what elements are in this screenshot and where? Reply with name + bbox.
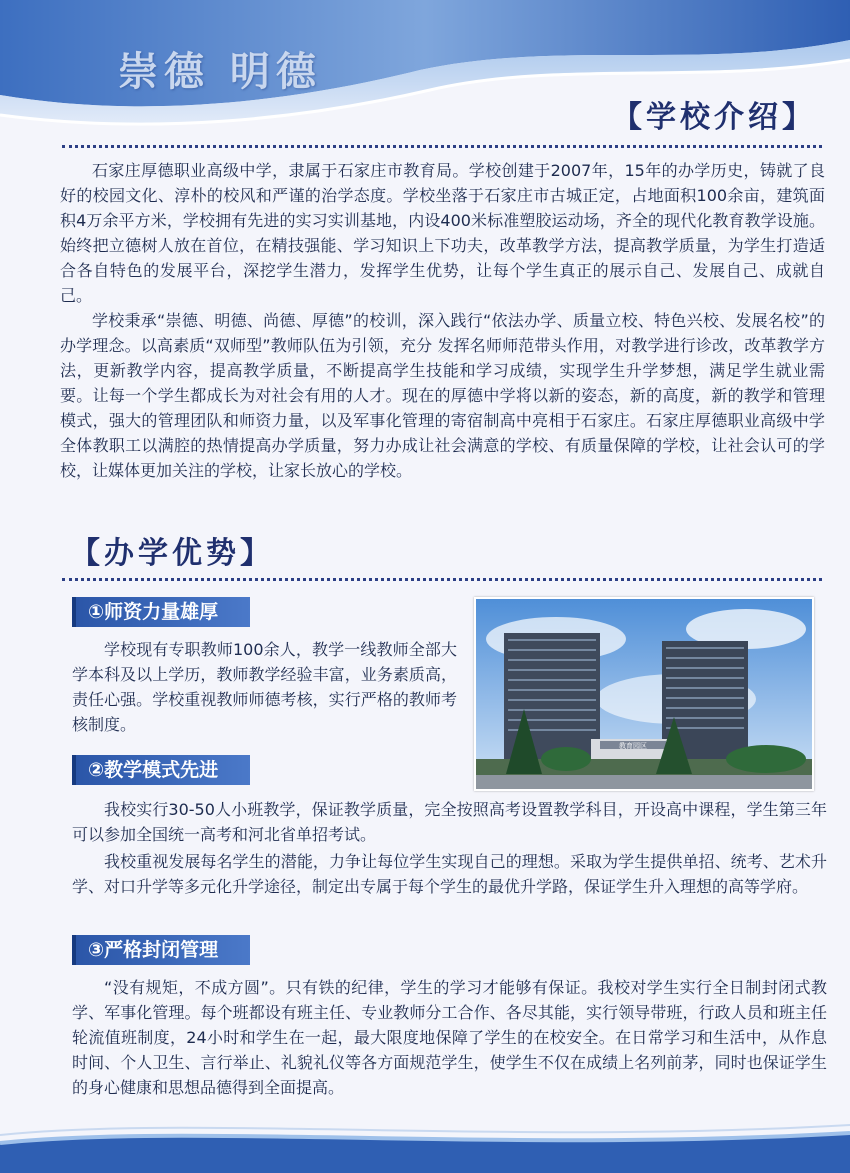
intro-paragraph-2: 学校秉承“崇德、明德、尚德、厚德”的校训，深入践行“依法办学、质量立校、特色兴校、发展名校”的办学理念。以高素质“双师型”教师队伍为引领，充分 发挥名师师范带头作用，对教学进行诊改，改革教学方法，更新教学内容，提高教学质量，不断提高学生技能和学习成绩，实现学生升学梦想，满足学生就业需要。让每一个学生都成长为对社会有用的人才。现在的厚德中学将以新的姿态，新的高度，新的教学和管理模式，强大的管理团队和师资力量，以及军事化管理的寄宿制高中亮相于石家庄。石家庄厚德职业高级中学全体教职工以满腔的热情提高办学质量，努力办成让社会满意的学校、有质量保障的学校，让社会认可的学校，让媒体更加关注的学校，让家长放心的学校。: [60, 311, 825, 480]
teaching-mode-text-1: 我校实行30-50人小班教学，保证教学质量，完全按照高考设置教学科目，开设高中课程，学生第三年可以参加全国统一高考和河北省单招考试。: [72, 800, 827, 844]
teaching-mode-text-2: 我校重视发展每名学生的潜能，力争让每位学生实现自己的理想。采取为学生提供单招、统考、艺术升学、对口升学等多元化升学途径，制定出专属于每个学生的最优升学路，保证学生升入理想的高等学府。: [72, 852, 827, 896]
intro-title-text: 学校介绍: [646, 100, 782, 135]
right-bracket-glyph: 】: [240, 536, 274, 571]
management-text: “没有规矩，不成方圆”。只有铁的纪律，学生的学习才能够有保证。我校对学生实行全日制封闭式教学、军事化管理。每个班都设有班主任、专业教师分工合作、各尽其能，实行领导带班，行政人员和班主任轮流值班制度，24小时和学生在一起，最大限度地保障了学生的在校安全。在日常学习和生活中，从作息时间、个人卫生、言行举止、礼貌礼仪等各方面规范学生，使学生不仅在成绩上名列前茅，同时也保证学生的身心健康和思想品德得到全面提高。: [72, 978, 827, 1097]
school-motto: 崇德 明德: [118, 49, 322, 95]
intro-paragraph-1: 石家庄厚德职业高级中学，隶属于石家庄市教育局。学校创建于2007年，15年的办学历史，铸就了良好的校园文化、淳朴的校风和严谨的治学态度。学校坐落于石家庄市古城正定，占地面积100余亩，建筑面积4万余平方米，学校拥有先进的实习实训基地，内设400米标准塑胶运动场，齐全的现代化教育教学设施。始终把立德树人放在首位，在精技强能、学习知识上下功夫，改革教学方法，提高教学质量，为学生打造适合各自特色的发展平台，深挖学生潜力，发挥学生优势，让每个学生真正的展示自己、发展自己、成就自己。: [60, 161, 825, 305]
faculty-heading: ①师资力量雄厚: [72, 597, 250, 627]
management-heading: ③严格封闭管理: [72, 935, 250, 965]
right-bracket-glyph: 】: [782, 100, 816, 135]
advantages-title-text: 办学优势: [104, 536, 240, 571]
intro-section-title: [612, 92, 816, 136]
advantages-divider: [62, 578, 822, 581]
campus-building-photo: [474, 597, 814, 791]
intro-body: [60, 158, 825, 483]
advantages-section-title: [70, 528, 274, 572]
faculty-text: 学校现有专职教师100余人，教学一线教师全部大学本科及以上学历，教师教学经验丰富，业务素质高，责任心强。学校重视教师师德考核，实行严格的教师考核制度。: [72, 640, 457, 734]
intro-divider: [62, 145, 822, 148]
teaching-mode-heading: ②教学模式先进: [72, 755, 250, 785]
left-bracket-glyph: 【: [70, 536, 104, 571]
campus-gate-sign: 教育园区: [619, 742, 647, 750]
left-bracket-glyph: 【: [612, 100, 646, 135]
footer-wave-decoration: [0, 1113, 850, 1173]
